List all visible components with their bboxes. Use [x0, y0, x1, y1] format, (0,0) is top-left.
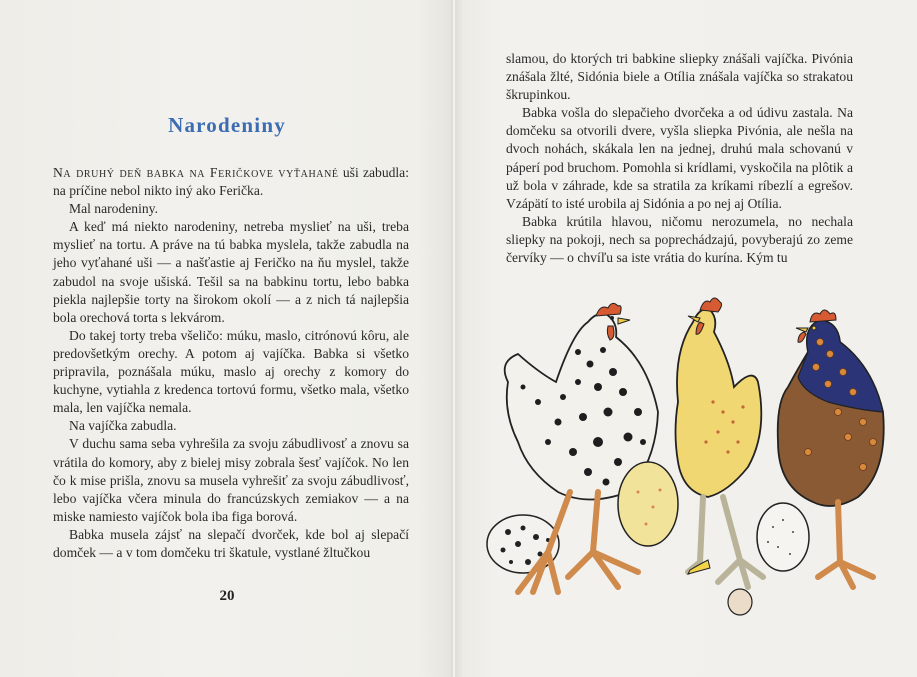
page-number: 20 — [219, 588, 235, 604]
right-page-text — [506, 50, 853, 267]
book-gutter — [452, 0, 456, 677]
chapter-title: Narodeniny — [168, 113, 286, 137]
right-page — [454, 0, 917, 677]
paragraph: A keď má niekto narodeniny, netreba myslieť na uši, treba myslieť na tortu. A práve na tú babka myslela, takže zabudla na jeho vyťahané uši — a našťastie aj Feričko na ňu myslel, takže zabudol na svoje ušiská. Tešil sa na babkinu tortu, lebo babka piekla najlepšie torty na širokom okolí — a z nich tá najlepšia bola orechová torta s lekvárom. — [53, 219, 409, 325]
paragraph: Babka vošla do slepačieho dvorčeka a od údivu zastala. Na domčeku sa otvorili dvere, vyšla sliepka Pivónia, ale nešla na dvoch nohách, skákala len na jednej, druhú mala schovanú v páperí pod bruchom. Pomohla si krídlami, vyskočila na plôtik a už bola v záhrade, kde sa stratila za kríkami ríbezlí a egrešov. Vzápätí to isté urobila aj Sidónia a po nej aj Otília. — [506, 105, 853, 211]
yellow-hen — [676, 298, 764, 587]
paragraph: Do takej torty treba všeličo: múku, maslo, citrónovú kôru, ale predovšetkým orechy. A potom aj vajíčka. Babka si všetko pripravila, poznášala múku, maslo aj orechy z komory do kuchyne, vytiahla z kredenca tortovú formu, všetko mala, všetko mala, len vajíčka nemala. — [53, 327, 409, 416]
paragraph: Babka krútila hlavou, ničomu nerozumela, no nechala sliepky na pokoji, nech sa poprechádzajú, povyberajú zo zeme červíky — o chvíľu sa iste vrátia do kurína. Kým tu — [506, 213, 853, 266]
hens-illustration — [478, 292, 908, 622]
paragraph: Mal narodeniny. — [69, 201, 158, 217]
left-page — [0, 0, 454, 677]
continued-paragraph: slamou, do ktorých tri babkine sliepky znášali vajíčka. Pivónia znášala žlté, Sidónia biele a Otília znášala vajíčka so strakatou škrupinkou. — [506, 51, 853, 103]
white-dotted-egg — [757, 503, 809, 571]
paragraph: V duchu sama seba vyhrešila za svoju zábudlivosť a znovu sa vrátila do komory, aby z bielej misy zobrala šesť vajíčok. No len čo k mise prišla, znovu sa musela vyhrešiť za svoju zábudlivosť, lebo vajíčka včera minula do francúzskych zemiakov — a na miske namiesto vajíčok bola iba figa borová. — [53, 436, 409, 524]
opening-paragraph-rest: uši zabudla: na príčine nebol nikto iný ako Ferička. — [53, 165, 409, 199]
yellow-egg — [618, 462, 678, 546]
paragraph: Na vajíčka zabudla. — [69, 418, 177, 434]
opening-smallcaps: Na druhý deň babka na Feričkove vyťahané — [53, 165, 339, 180]
opening-paragraph — [53, 164, 409, 200]
left-page-text — [53, 164, 409, 562]
small-egg — [728, 589, 752, 615]
paragraph: Babka musela zájsť na slepačí dvorček, kde bol aj slepačí domček — a v tom domčeku tri škatule, vystlané žltučkou — [53, 526, 409, 560]
